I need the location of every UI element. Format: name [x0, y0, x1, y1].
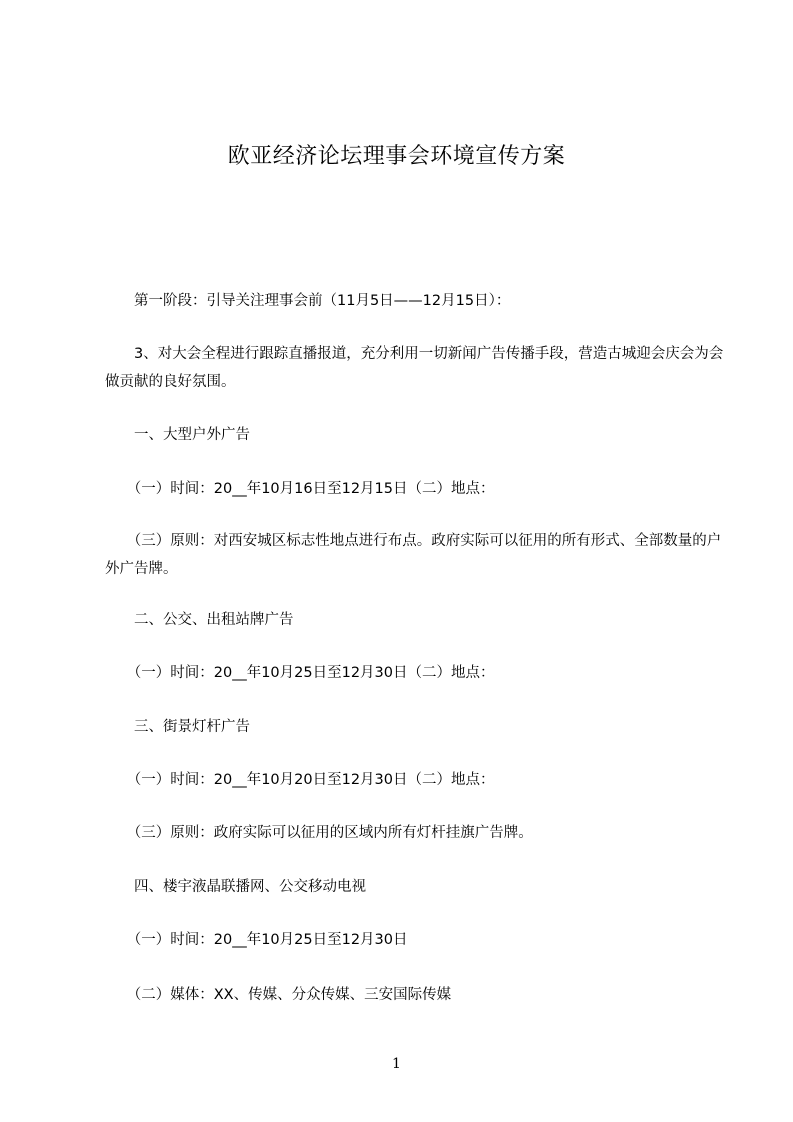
- heading-lcd-mobile-tv: 四、楼宇液晶联播网、公交移动电视: [105, 879, 366, 895]
- paragraph-stage-one: 第一阶段：引导关注理事会前（11月5日——12月15日）：: [105, 293, 511, 309]
- paragraph-street-pole-principle: （三）原则：政府实际可以征用的区域内所有灯杆挂旗广告牌。: [105, 825, 533, 841]
- heading-street-pole-ads: 三、街景灯杆广告: [105, 719, 250, 735]
- heading-outdoor-ads: 一、大型户外广告: [105, 427, 250, 443]
- page-number: 1: [392, 1056, 401, 1072]
- paragraph-live-coverage: 3、对大会全程进行跟踪直播报道，充分利用一切新闻广告传播手段，营造古城迎会庆会为会做贡献的良好氛围。: [105, 346, 724, 390]
- paragraph-lcd-time: （一）时间：20__年10月25日至12月30日: [105, 932, 408, 948]
- paragraph-street-pole-time: （一）时间：20__年10月20日至12月30日（二）地点：: [105, 772, 495, 788]
- document-title: 欧亚经济论坛理事会环境宣传方案: [227, 144, 566, 169]
- paragraph-bus-taxi-time: （一）时间：20__年10月25日至12月30日（二）地点：: [105, 665, 495, 681]
- paragraph-lcd-media: （二）媒体：XX、传媒、分众传媒、三安国际传媒: [105, 987, 452, 1003]
- paragraph-outdoor-principle: （三）原则：对西安城区标志性地点进行布点。政府实际可以征用的所有形式、全部数量的户外广告牌。: [105, 533, 722, 577]
- paragraph-outdoor-time: （一）时间：20__年10月16日至12月15日（二）地点：: [105, 481, 495, 497]
- heading-bus-taxi-ads: 二、公交、出租站牌广告: [105, 612, 294, 628]
